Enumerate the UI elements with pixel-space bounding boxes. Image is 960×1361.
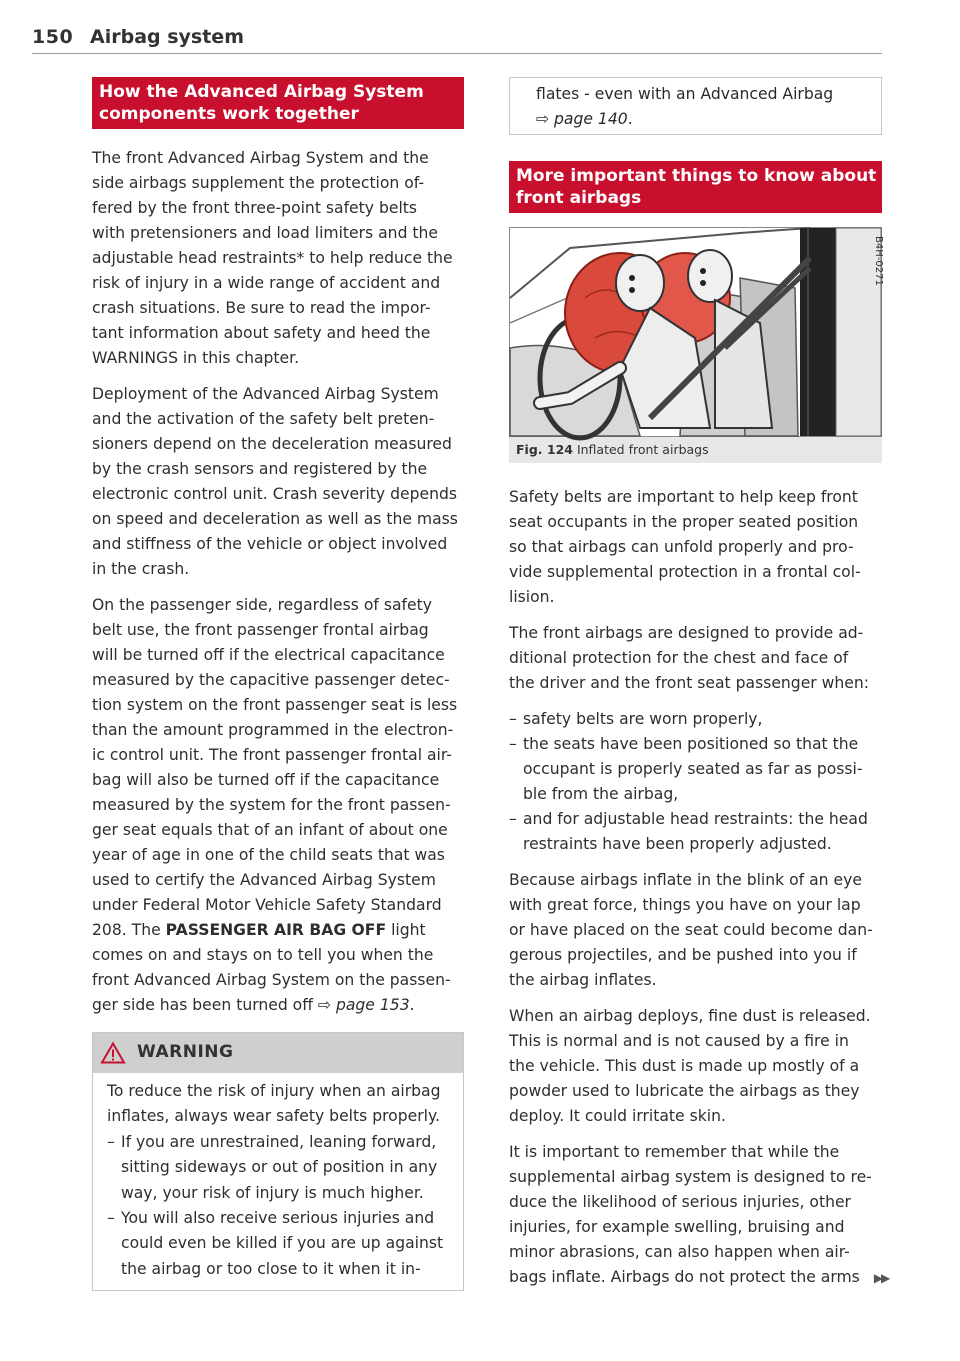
text-line: crash situations. Be sure to read the impor- [92, 299, 431, 317]
text-line: way, your risk of injury is much higher. [121, 1183, 424, 1202]
text-line: under Federal Motor Vehicle Safety Standard [92, 896, 442, 914]
text-line: tion system on the front passenger seat is less [92, 696, 458, 714]
text-line: electronic control unit. Crash severity depends [92, 485, 457, 503]
section-title: Airbag system [90, 26, 244, 48]
text-line: powder used to lubricate the airbags as they [509, 1082, 860, 1100]
warning-triangle-icon [101, 1042, 125, 1064]
text-line: or have placed on the seat could become dan- [509, 921, 873, 939]
text-line: year of age in one of the child seats that was [92, 846, 445, 864]
text-line: restraints have been properly adjusted. [523, 835, 832, 853]
text-line: This is normal and is not caused by a fire in [509, 1032, 849, 1050]
text-line: tant information about safety and heed the [92, 324, 431, 342]
text-line: It is important to remember that while the [509, 1143, 840, 1161]
page-reference-link[interactable]: ⇨ page 140 [536, 110, 628, 128]
text-line: Deployment of the Advanced Airbag System [92, 385, 439, 403]
text-line: flates - even with an Advanced Airbag [536, 85, 834, 103]
paragraph-safety-belts [509, 485, 882, 610]
figure-caption-text: Inflated front airbags [576, 442, 709, 457]
text-line: so that airbags can unfold properly and pro- [509, 538, 854, 556]
page-header [32, 24, 882, 54]
text-line: front Advanced Airbag System on the passen- [92, 971, 451, 989]
text-span: . [627, 110, 633, 128]
text-line: seat occupants in the proper seated position [509, 513, 859, 531]
text-line: The front Advanced Airbag System and the [92, 149, 429, 167]
paragraph-projectiles [509, 868, 882, 993]
text-line: with pretensioners and load limiters and the [92, 224, 439, 242]
text-line: inflates, always wear safety belts properly. [107, 1107, 440, 1126]
paragraph-front-airbags-designed [509, 621, 882, 696]
text-line: in the crash. [92, 560, 190, 578]
text-line: by the crash sensors and registered by the [92, 460, 428, 478]
text-line [92, 918, 464, 943]
continued-arrow-icon: ▶▶ [873, 1271, 889, 1285]
paragraph-passenger-side [92, 593, 464, 1018]
text-line: The front airbags are designed to provide ad- [509, 624, 864, 642]
text-line: occupant is properly seated as far as possi- [523, 760, 863, 778]
paragraph-intro [92, 146, 464, 371]
text-line: adjustable head restraints* to help reduce the [92, 249, 453, 267]
list-item: – the seats have been positioned so that the [509, 732, 882, 757]
text-line: deploy. It could irritate skin. [509, 1107, 726, 1125]
right-column [509, 77, 889, 1291]
text-span: bags inflate. Airbags do not protect the arms [509, 1268, 860, 1286]
text-line: sioners depend on the deceleration measured [92, 435, 452, 453]
text-line: will be turned off if the electrical capacitance [92, 646, 445, 664]
text-line: WARNINGS in this chapter. [92, 349, 300, 367]
figure-code: B4H-0271 [873, 236, 884, 286]
text-line: vide supplemental protection in a frontal col- [509, 563, 861, 581]
text-line: Safety belts are important to help keep front [509, 488, 858, 506]
text-line: measured by the capacitive passenger detec- [92, 671, 450, 689]
text-line: could even be killed if you are up against [121, 1234, 444, 1253]
text-line: risk of injury in a wide range of accident and [92, 274, 441, 292]
airbag-illustration [509, 227, 882, 437]
left-column [92, 77, 464, 1291]
text-line: supplemental airbag system is designed to re- [509, 1168, 872, 1186]
text-line: and the activation of the safety belt preten- [92, 410, 435, 428]
heading-line: components work together [99, 104, 359, 124]
text-line: gerous projectiles, and be pushed into you if [509, 946, 857, 964]
heading-line: front airbags [516, 188, 642, 208]
text-line: On the passenger side, regardless of safety [92, 596, 432, 614]
text-span: 208. The [92, 921, 166, 939]
text-line: Because airbags inflate in the blink of an eye [509, 871, 862, 889]
figure-caption [509, 437, 882, 463]
text-line: belt use, the front passenger frontal airbag [92, 621, 429, 639]
text-line: sitting sideways or out of position in any [121, 1158, 438, 1177]
text-line: bag will also be turned off if the capacitance [92, 771, 440, 789]
figure-124 [509, 227, 882, 463]
warning-title: WARNING [137, 1042, 234, 1062]
text-line: minor abrasions, can also happen when air- [509, 1243, 850, 1261]
text-line: injuries, for example swelling, bruising and [509, 1218, 845, 1236]
text-line [92, 993, 464, 1018]
page-reference-link[interactable]: ⇨ page 153 [317, 996, 410, 1014]
warning-bullet: – If you are unrestrained, leaning forward, [107, 1132, 437, 1151]
paragraph-deployment [92, 382, 464, 582]
text-line: the driver and the front seat passenger when: [509, 674, 870, 692]
text-line: ic control unit. The front passenger frontal air- [92, 746, 452, 764]
heading-line: More important things to know about [516, 166, 877, 186]
heading-line: How the Advanced Airbag System [99, 82, 424, 102]
text-line: and stiffness of the vehicle or object involved [92, 535, 448, 553]
list-item: – and for adjustable head restraints: the head [509, 807, 882, 832]
section-heading-front-airbags [509, 161, 882, 213]
text-span: ger side has been turned off [92, 996, 318, 1014]
text-line: used to certify the Advanced Airbag System [92, 871, 436, 889]
text-line: the airbag inflates. [509, 971, 657, 989]
figure-label: Fig. 124 [516, 442, 573, 457]
text-line: comes on and stays on to tell you when the [92, 946, 434, 964]
warning-continuation-box [509, 77, 882, 135]
text-line [536, 107, 871, 132]
text-span: . [409, 996, 415, 1014]
text-line: fered by the front three-point safety belts [92, 199, 418, 217]
text-line: measured by the system for the front passen- [92, 796, 451, 814]
text-line: When an airbag deploys, fine dust is released. [509, 1007, 871, 1025]
paragraph-dust [509, 1004, 882, 1129]
warning-box [92, 1032, 464, 1291]
warning-body [93, 1073, 463, 1290]
text-line: ble from the airbag, [523, 785, 679, 803]
warning-bullet: – You will also receive serious injuries and [107, 1209, 435, 1228]
text-line: side airbags supplement the protection of- [92, 174, 425, 192]
text-line: To reduce the risk of injury when an airbag [107, 1082, 441, 1100]
conditions-list [509, 707, 882, 857]
text-line: the airbag or too close to it when it in- [121, 1259, 421, 1278]
text-line: ger seat equals that of an infant of about one [92, 821, 448, 839]
inflated-airbags-image [510, 228, 884, 436]
warning-header [93, 1033, 463, 1073]
text-span: If you are unrestrained, leaning forward, [121, 1132, 437, 1151]
text-line: with great force, things you have on your lap [509, 896, 861, 914]
text-line: than the amount programmed in the electron- [92, 721, 454, 739]
text-line: lision. [509, 588, 555, 606]
text-line: duce the likelihood of serious injuries, other [509, 1193, 851, 1211]
text-line: on speed and deceleration as well as the mass [92, 510, 458, 528]
page-number: 150 [32, 26, 74, 48]
section-heading-advanced-airbag [92, 77, 464, 129]
text-line [509, 1265, 889, 1291]
text-line: ditional protection for the chest and face of [509, 649, 849, 667]
text-line: the vehicle. This dust is made up mostly of a [509, 1057, 860, 1075]
paragraph-other-injuries [509, 1140, 889, 1291]
indicator-light-name: PASSENGER AIR BAG OFF [165, 921, 387, 939]
text-span: light [386, 921, 426, 939]
list-item: – safety belts are worn properly, [509, 707, 882, 732]
text-span: You will also receive serious injuries and [121, 1209, 435, 1228]
